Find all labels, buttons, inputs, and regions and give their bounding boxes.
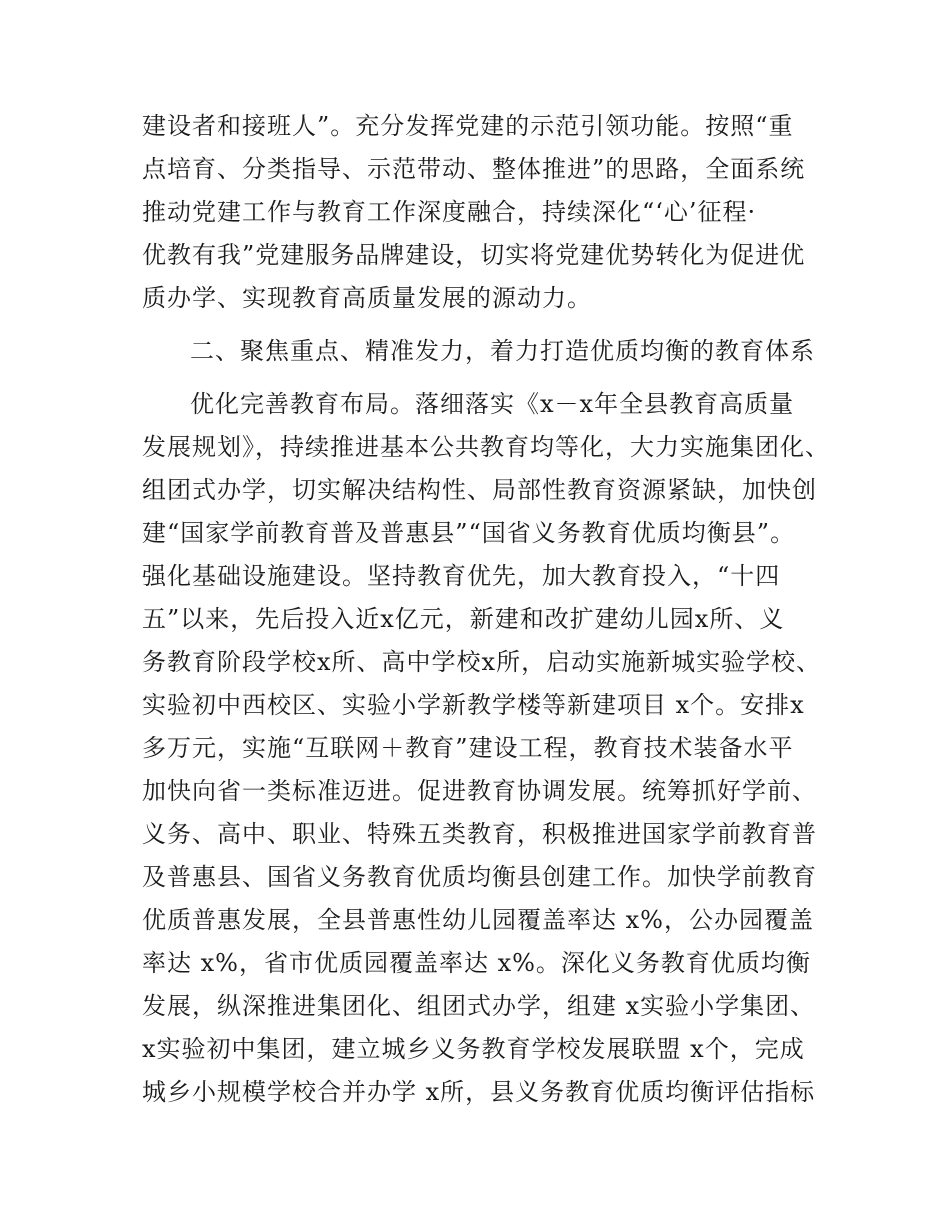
paragraph-line: 优化完善教育布局。落细落实《x－x年全县教育高质量 [190,390,795,418]
paragraph-line: 建设者和接班人”。充分发挥党建的示范引领功能。按照“重 [142,112,794,140]
paragraph-line: 质办学、实现教育高质量发展的源动力。 [142,284,592,312]
paragraph-line: 优教有我”党建服务品牌建设，切实将党建优势转化为促进优 [142,241,806,269]
paragraph-line: 发展规划》，持续推进基本公共教育均等化，大力实施集团化、 [142,433,830,461]
paragraph-line: 实验初中西校区、实验小学新教学楼等新建项目 x个。安排x [142,691,805,719]
paragraph-line: 多万元，实施“互联网＋教育”建设工程，教育技术装备水平 [142,734,794,762]
paragraph-line: 组团式办学，切实解决结构性、局部性教育资源紧缺，加快创 [142,476,817,504]
paragraph-line: 义务、高中、职业、特殊五类教育，积极推进国家学前教育普 [142,820,817,848]
paragraph-line: 推动党建工作与教育工作深度融合，持续深化“‘心’征程· [142,198,757,226]
paragraph-line: 点培育、分类指导、示范带动、整体推进”的思路，全面系统 [142,155,806,183]
paragraph-line: 及普惠县、国省义务教育优质均衡县创建工作。加快学前教育 [142,863,817,891]
paragraph-line: x实验初中集团，建立城乡义务教育学校发展联盟 x个，完成 [142,1035,805,1063]
paragraph-line: 率达 x%，省市优质园覆盖率达 x%。深化义务教育优质均衡 [142,949,811,977]
paragraph-line: 务教育阶段学校x所、高中学校x所，启动实施新城实验学校、 [142,648,822,676]
paragraph-line: 加快向省一类标准迈进。促进教育协调发展。统筹抓好学前、 [142,777,817,805]
paragraph-line: 五”以来，先后投入近x亿元，新建和改扩建幼儿园x所、义 [142,605,785,633]
paragraph-line: 城乡小规模学校合并办学 x所，县义务教育优质均衡评估指标 [142,1078,816,1106]
section-heading: 二、聚焦重点、精准发力，着力打造优质均衡的教育体系 [190,337,815,365]
paragraph-line: 发展，纵深推进集团化、组团式办学，组建 x实验小学集团、 [142,992,816,1020]
paragraph-line: 强化基础设施建设。坚持教育优先，加大教育投入，“十四 [142,562,781,590]
paragraph-line: 优质普惠发展，全县普惠性幼儿园覆盖率达 x%，公办园覆盖 [142,906,814,934]
paragraph-line: 建“国家学前教育普及普惠县”“国省义务教育优质均衡县”。 [142,519,796,547]
